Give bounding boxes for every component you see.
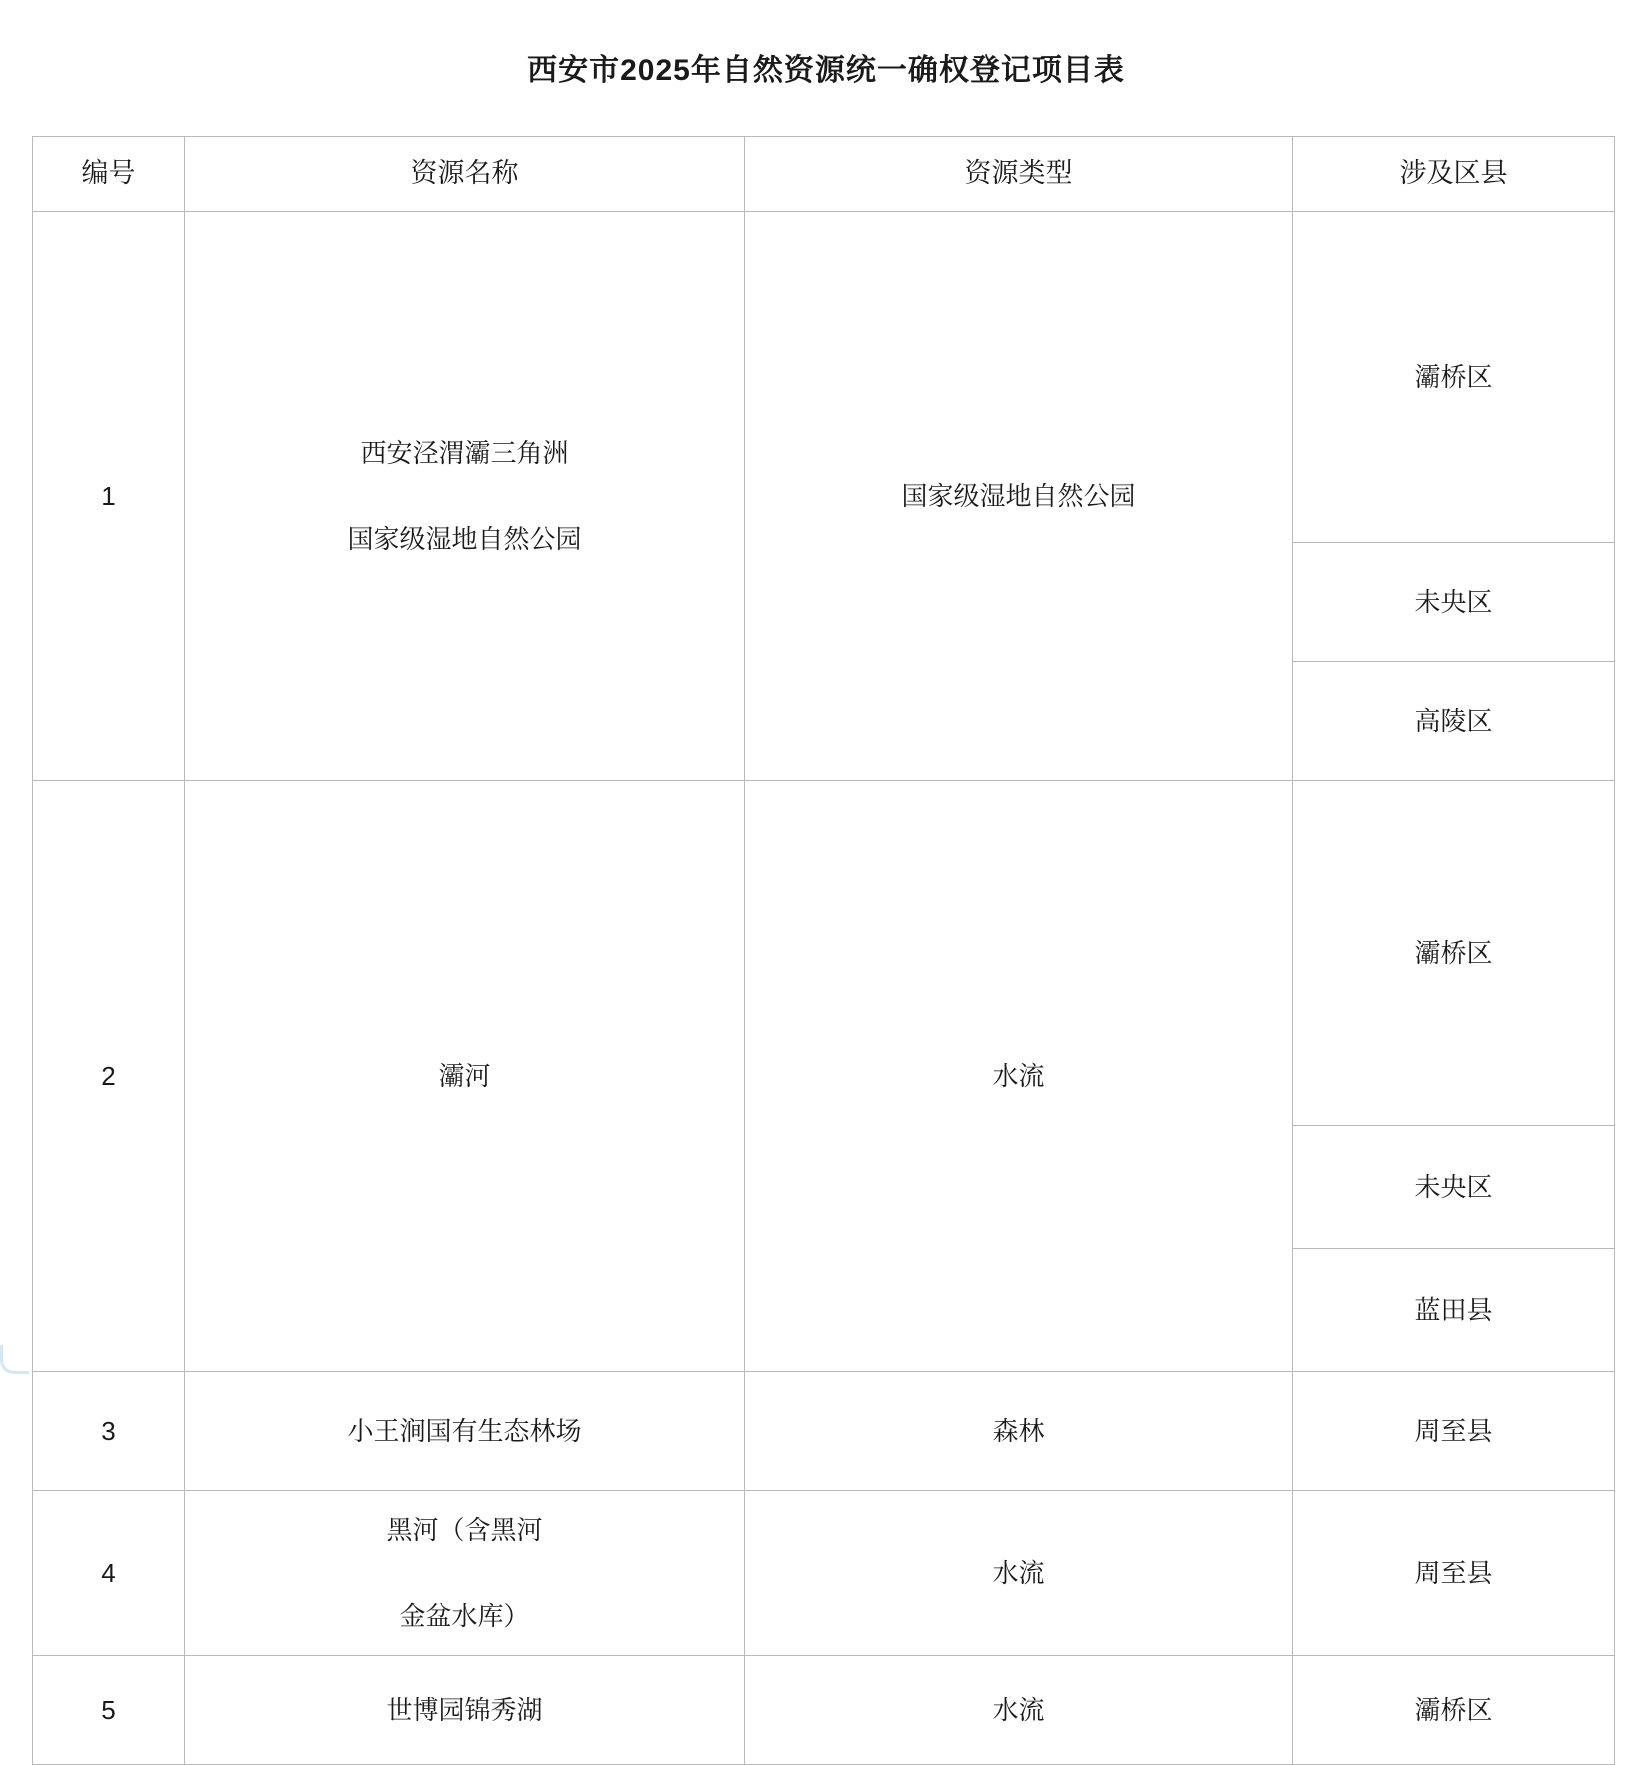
column-header-resource-type: 资源类型 bbox=[745, 137, 1293, 212]
cell-no: 2 bbox=[33, 781, 185, 1372]
table-row bbox=[33, 1656, 1615, 1765]
cell-resource-name: 世博园锦秀湖 bbox=[185, 1656, 745, 1765]
cell-resource-type: 水流 bbox=[745, 1656, 1293, 1765]
cell-resource-name bbox=[185, 1491, 745, 1656]
cell-resource-type: 水流 bbox=[745, 1491, 1293, 1656]
cell-district: 周至县 bbox=[1293, 1372, 1615, 1491]
column-header-no: 编号 bbox=[33, 137, 185, 212]
resource-name-line: 西安泾渭灞三角洲 bbox=[360, 437, 569, 468]
table-row bbox=[33, 1491, 1615, 1656]
cell-resource-name bbox=[185, 212, 745, 781]
cell-district: 灞桥区 bbox=[1293, 781, 1615, 1126]
cell-no: 3 bbox=[33, 1372, 185, 1491]
table-header bbox=[33, 137, 1615, 212]
table-row bbox=[33, 781, 1615, 1126]
cell-district: 未央区 bbox=[1293, 543, 1615, 662]
table-header-row bbox=[33, 137, 1615, 212]
cell-district: 蓝田县 bbox=[1293, 1249, 1615, 1372]
column-header-resource-name: 资源名称 bbox=[185, 137, 745, 212]
cell-district: 周至县 bbox=[1293, 1491, 1615, 1656]
cell-district: 未央区 bbox=[1293, 1126, 1615, 1249]
page-title: 西安市2025年自然资源统一确权登记项目表 bbox=[527, 54, 1125, 87]
cell-district: 灞桥区 bbox=[1293, 212, 1615, 543]
resource-name-line: 国家级湿地自然公园 bbox=[347, 524, 582, 554]
cell-resource-type: 森林 bbox=[745, 1372, 1293, 1491]
table-container bbox=[0, 136, 1652, 1765]
table-body bbox=[33, 212, 1615, 1765]
registration-project-table bbox=[32, 136, 1615, 1765]
cell-resource-type: 国家级湿地自然公园 bbox=[745, 212, 1293, 781]
cell-district: 高陵区 bbox=[1293, 662, 1615, 781]
cell-no: 1 bbox=[33, 212, 185, 781]
table-row bbox=[33, 1372, 1615, 1491]
corner-decoration bbox=[0, 1345, 29, 1374]
table-row bbox=[33, 212, 1615, 543]
resource-name-line: 黑河（含黑河 bbox=[386, 1514, 543, 1545]
cell-district: 灞桥区 bbox=[1293, 1656, 1615, 1765]
cell-resource-type: 水流 bbox=[745, 781, 1293, 1372]
column-header-districts: 涉及区县 bbox=[1293, 137, 1615, 212]
resource-name-line: 金盆水库） bbox=[399, 1601, 530, 1631]
cell-no: 5 bbox=[33, 1656, 185, 1765]
cell-resource-name: 灞河 bbox=[185, 781, 745, 1372]
cell-resource-name: 小王涧国有生态林场 bbox=[185, 1372, 745, 1491]
cell-no: 4 bbox=[33, 1491, 185, 1656]
